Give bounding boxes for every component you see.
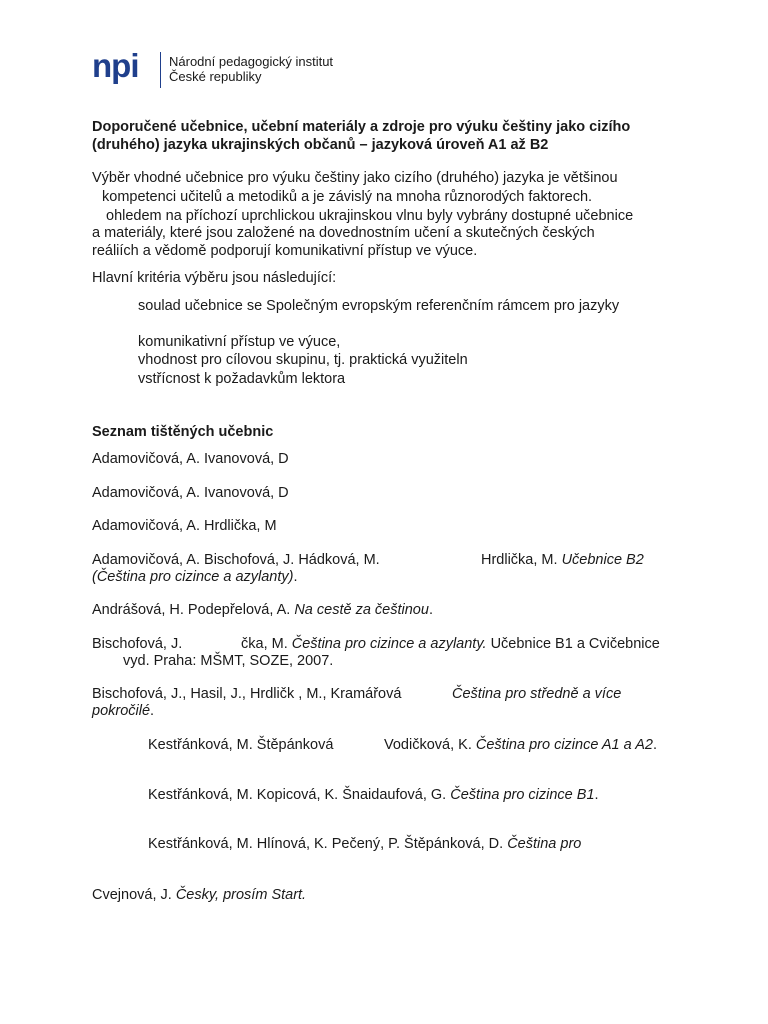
intro-line-3: ohledem na příchozí uprchlickou ukrajinskou vlnu byly vybrány dostupné učebnice xyxy=(106,208,634,224)
list-item: Adamovičová, A. Ivanovová, D xyxy=(92,485,289,501)
list-item-part: Adamovičová, A. Bischofová, J. Hádková, M. xyxy=(92,552,380,568)
list-item: Andrášová, H. Podepřelová, A. Na cestě za češtinou. xyxy=(92,602,433,618)
document-title-line1: Doporučené učebnice, učební materiály a zdroje pro výuku češtiny jako cizího xyxy=(92,119,631,135)
intro-line-5: reáliích a vědomě podporují komunikativní přístup ve výuce. xyxy=(92,243,478,259)
list-item-part: Hrdlička, M. Učebnice B2 xyxy=(481,552,644,568)
criterion-3: vhodnost pro cílovou skupinu, tj. praktická využiteln xyxy=(138,352,468,368)
criterion-2: komunikativní přístup ve výuce, xyxy=(138,334,341,350)
intro-line-4: a materiály, které jsou založené na dovednostním učení a skutečných českých xyxy=(92,225,595,241)
institute-name-line1: Národní pedagogický institut xyxy=(169,54,334,69)
document-title-line2: (druhého) jazyka ukrajinských občanů – jazyková úroveň A1 až B2 xyxy=(92,137,549,153)
institute-name xyxy=(169,54,333,84)
list-item-part: Bischofová, J., Hasil, J., Hrdličk , M., Kramářová xyxy=(92,686,402,702)
list-item: Adamovičová, A. Ivanovová, D xyxy=(92,451,289,467)
list-item-part: čka, M. Čeština pro cizince a azylanty. Učebnice B1 a Cvičebnice xyxy=(241,636,660,652)
intro-line-1: Výběr vhodné učebnice pro výuku češtiny jako cizího (druhého) jazyka je většinou xyxy=(92,170,618,186)
criterion-4: vstřícnost k požadavkům lektora xyxy=(138,371,346,387)
list-item-part: Bischofová, J. xyxy=(92,636,183,652)
list-item-part: Kestřánková, M. Štěpánková xyxy=(148,737,334,753)
criterion-1: soulad učebnice se Společným evropským referenčním rámcem pro jazyky xyxy=(138,298,620,314)
list-item-part: vyd. Praha: MŠMT, SOZE, 2007. xyxy=(123,653,334,669)
list-heading: Seznam tištěných učebnic xyxy=(92,424,274,440)
list-item-part: (Čeština pro cizince a azylanty). xyxy=(92,569,298,585)
logo-divider xyxy=(160,52,161,88)
institute-name-line2: České republiky xyxy=(169,69,262,84)
list-item: Cvejnová, J. Česky, prosím Start. xyxy=(92,887,307,903)
list-item: Kestřánková, M. Hlínová, K. Pečený, P. Štěpánková, D. Čeština pro xyxy=(148,836,582,852)
list-item-part: Čeština pro středně a více xyxy=(452,686,622,702)
intro-line-2: kompetenci učitelů a metodiků a je závislý na mnoha různorodých faktorech. xyxy=(102,189,593,205)
list-item: Adamovičová, A. Hrdlička, M xyxy=(92,518,277,534)
npi-logo-mark: npi xyxy=(92,47,139,84)
list-item: Kestřánková, M. Kopicová, K. Šnaidaufová, G. Čeština pro cizince B1. xyxy=(148,787,599,803)
list-item-part: pokročilé. xyxy=(92,703,155,719)
list-item-part: Vodičková, K. Čeština pro cizince A1 a A2. xyxy=(384,737,657,753)
criteria-heading: Hlavní kritéria výběru jsou následující: xyxy=(92,270,337,286)
